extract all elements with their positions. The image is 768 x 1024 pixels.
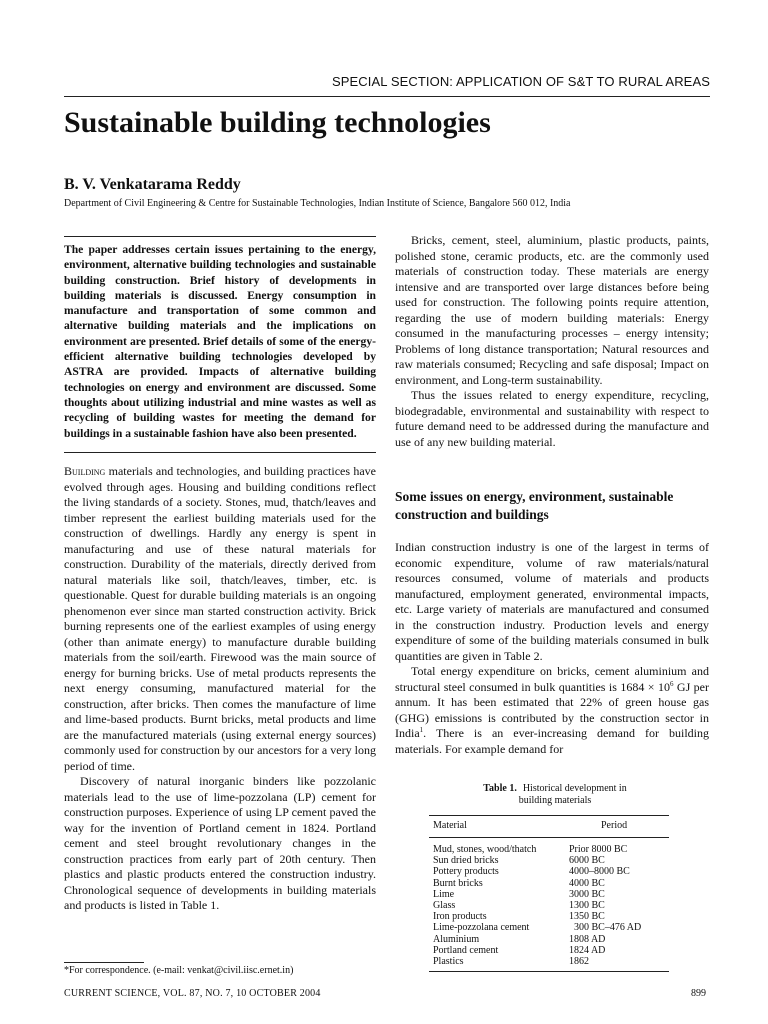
table-cell-period: 1300 BC	[569, 900, 605, 912]
paper-title: Sustainable building technologies	[64, 106, 491, 139]
table-cell-material: Pottery products	[433, 866, 499, 878]
table-row	[429, 855, 669, 866]
table-cell-period: 1824 AD	[569, 944, 606, 956]
table-cell-period: 6000 BC	[569, 855, 605, 867]
right-paragraph-2: Thus the issues related to energy expenditure, recycling, biodegradable, environmental and sustainability with respect to future demand need to be addressed during the manufacture and use of any new building material.	[395, 388, 709, 449]
author-name: B. V. Venkatarama Reddy	[64, 176, 241, 193]
right-column-top	[395, 233, 709, 450]
table-1	[429, 783, 669, 972]
table-cell-material: Burnt bricks	[433, 877, 483, 889]
table-row	[429, 878, 669, 889]
right-paragraph-4	[395, 664, 709, 757]
right-paragraph-4-b: GJ per annum. It has been estimated that 22% of green house gas (GHG) emissions is contributed by the construction sector in India	[395, 679, 709, 740]
abstract-top-rule	[64, 236, 376, 237]
right-paragraph-4-a: Total energy expenditure on bricks, cement aluminium and structural steel consumed in bulk quantities is 1684 × 10	[395, 664, 709, 694]
footnote-rule	[64, 962, 144, 963]
table-bottom-rule	[429, 971, 669, 972]
table-cell-period: Prior 8000 BC	[569, 844, 628, 855]
table-row	[429, 844, 669, 855]
page-number: 899	[691, 988, 706, 999]
table-cell-period: 4000 BC	[569, 877, 605, 889]
journal-citation: CURRENT SCIENCE, VOL. 87, NO. 7, 10 OCTOBER 2004	[64, 988, 321, 999]
table-cell-material: Mud, stones, wood/thatch	[433, 844, 537, 855]
table-caption	[441, 783, 669, 807]
superscript-exponent: 6	[669, 679, 674, 688]
table-row	[429, 911, 669, 922]
table-body	[429, 838, 669, 967]
table-caption-line-2: building materials	[518, 795, 592, 806]
abstract-bottom-rule	[64, 452, 376, 453]
table-cell-material: Plastics	[433, 956, 464, 968]
table-row	[429, 945, 669, 956]
section-heading: Some issues on energy, environment, sustainable construction and buildings	[395, 489, 674, 522]
table-header-material: Material	[433, 820, 467, 831]
table-cell-material: Aluminium	[433, 933, 480, 945]
table-cell-material: Portland cement	[433, 944, 499, 956]
table-row	[429, 900, 669, 911]
table-cell-material: Lime	[433, 888, 455, 900]
abstract-text: The paper addresses certain issues pertaining to the energy, environment, alternative building technologies and sustainable building construction. Brief history of developments in building materials is discussed. Energy consumption in manufacture and transportation of some common and alternative building materials and the implications on environment are presented. Brief details of some of the energy-efficient alternative building technologies developed by ASTRA are provided. Impacts of alternative building technologies on energy and environment are discussed. Some thoughts about utilizing industrial and mine wastes as well as recycling of building wastes for meeting the demand for buildings in a sustainable fashion have also been presented.	[64, 243, 376, 440]
table-caption-line-1: Historical development in	[522, 783, 627, 794]
section-header: SPECIAL SECTION: APPLICATION OF S&T TO RURAL AREAS	[331, 74, 710, 89]
left-paragraph-1	[64, 464, 376, 774]
left-paragraph-1-text: materials and technologies, and building practices have evolved through ages. Housing and building conditions reflect the living standards of a society. Stones, mud, thatch/leaves and timber represent the earliest building materials used for the construction of dwellings. Hardly any energy is spent in manufacturing and use of these natural materials for construction. Durability of the materials, directly derived from natural materials like soil, thatch/leaves, timber, etc. is questionable. Quest for durable building materials is an ongoing phenomenon ever since man started construction activity. Brick burning represents one of the earliest examples of using energy (other than animate energy) to manufacture durable building materials from the soil/earth. Firewood was the main source of energy for burning bricks. Use of metal products represents the next energy consuming, manufactured material for the construction, after bricks. Then comes the manufacture of lime and lime-based products. Burnt bricks, metal products and lime are the manufactured materials (using external energy sources) commonly used for construction by our ancestors for a very long period of time.	[64, 464, 376, 773]
table-cell-material: Sun dried bricks	[433, 855, 499, 867]
table-cell-material: Lime-pozzolana cement	[433, 922, 530, 934]
table-cell-period: 1808 AD	[569, 933, 606, 945]
table-cell-period: 1350 BC	[569, 911, 605, 923]
table-cell-period: 1862	[569, 956, 589, 968]
right-paragraph-1: Bricks, cement, steel, aluminium, plastic products, paints, polished stone, ceramic products, etc. are the commonly used materials of construction today. These materials are energy intensive and are transported over large distances before being used for construction. The following points require attention, regarding the use of modern building materials: Energy consumed in the manufacturing processes – energy intensity; Problems of long distance transportation; Natural resources and raw materials consumed; Recycling and safe disposal; Impact on environment, and Long-term sustainability.	[395, 233, 709, 387]
table-cell-period: 300 BC–476 AD	[569, 922, 642, 934]
table-label: Table 1.	[483, 783, 517, 794]
left-paragraph-2: Discovery of natural inorganic binders like pozzolanic materials lead to the use of lime-pozzolana (LP) cement for construction purposes. Experience of using LP cement paved the way for the invention of Portland cement in 1824. Portland cement and steel brought revolutionary changes in the construction practices from early part of 20th century. Then plastics and plastic products entered the construction industry. Chronological sequence of developments in building materials and products is listed in Table 1.	[64, 774, 376, 912]
table-row	[429, 956, 669, 967]
citation-superscript: 1	[419, 726, 424, 734]
table-row	[429, 889, 669, 900]
table-row	[429, 866, 669, 877]
table-cell-material: Glass	[433, 900, 456, 912]
table-cell-material: Iron products	[433, 911, 487, 923]
lead-word: Building	[64, 464, 106, 478]
right-paragraph-4-c: . There is an ever-increasing demand for building materials. For example demand for	[395, 726, 709, 756]
correspondence-footnote: *For correspondence. (e-mail: venkat@civil.iisc.ernet.in)	[64, 965, 294, 976]
right-paragraph-3: Indian construction industry is one of the largest in terms of economic expenditure, volume of raw materials/natural resources consumed, volume of materials and products manufactured, employment generated, environmental impacts, etc. Large variety of materials are manufactured and consumed in the construction industry. Production levels and energy expenditure of some of the building materials consumed in bulk quantities are given in Table 2.	[395, 540, 709, 663]
header-rule	[64, 96, 710, 97]
abstract	[64, 242, 376, 441]
table-header-period: Period	[601, 820, 628, 831]
left-column	[64, 464, 376, 914]
right-column-bottom	[395, 540, 709, 757]
table-row	[429, 934, 669, 945]
table-header-row	[429, 816, 669, 835]
table-cell-period: 4000–8000 BC	[569, 866, 630, 878]
author-affiliation: Department of Civil Engineering & Centre for Sustainable Technologies, Indian Institute of Science, Bangalore 560 012, India	[64, 198, 571, 209]
table-row	[429, 922, 669, 933]
table-cell-period: 3000 BC	[569, 888, 605, 900]
